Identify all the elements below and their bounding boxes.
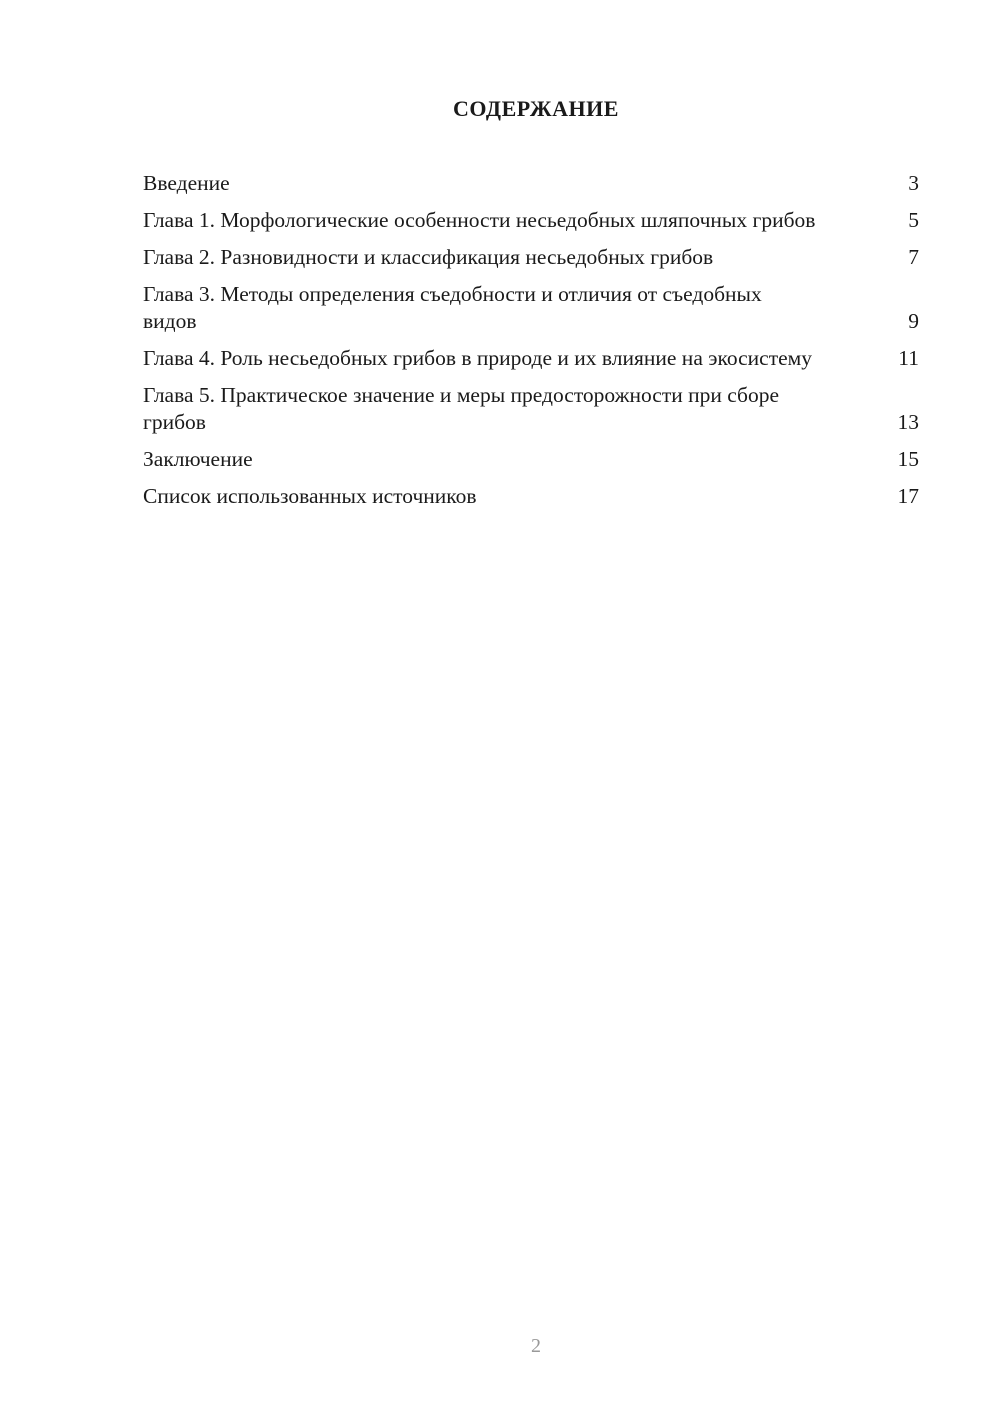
toc-entry-page: 9 bbox=[908, 309, 919, 333]
toc-entry-page: 13 bbox=[897, 410, 919, 434]
toc-entry-page: 3 bbox=[908, 171, 919, 195]
toc-entry-text: Заключение bbox=[143, 447, 253, 471]
toc-entry-text: Глава 1. Морфологические особенности несьедобных шляпочных грибов bbox=[143, 208, 816, 232]
toc-entry-chapter-2 bbox=[143, 244, 919, 271]
page-number: 2 bbox=[531, 1335, 541, 1357]
toc-entry-page: 5 bbox=[908, 208, 919, 232]
toc-entry-references bbox=[143, 483, 919, 510]
toc-entry-chapter-1 bbox=[143, 207, 919, 234]
toc-entry-text: Глава 3. Методы определения съедобности и отличия от съедобных видов bbox=[143, 282, 762, 333]
toc-entry-chapter-5 bbox=[143, 382, 919, 436]
toc-entry-text: Глава 2. Разновидности и классификация несьедобных грибов bbox=[143, 245, 714, 269]
page-title: СОДЕРЖАНИЕ bbox=[453, 96, 619, 121]
toc-entry-chapter-3 bbox=[143, 281, 919, 335]
toc-entry-text: Глава 4. Роль несьедобных грибов в природе и их влияние на экосистему bbox=[143, 346, 812, 370]
toc-entry-conclusion bbox=[143, 446, 919, 473]
toc-entry-introduction bbox=[143, 170, 919, 197]
toc-entry-text: Глава 5. Практическое значение и меры предосторожности при сборе грибов bbox=[143, 383, 780, 434]
toc-entry-text: Список использованных источников bbox=[143, 484, 477, 508]
toc-entry-page: 17 bbox=[897, 484, 919, 508]
toc-entry-page: 15 bbox=[897, 447, 919, 471]
toc-entry-text: Введение bbox=[143, 171, 230, 195]
toc-entry-page: 11 bbox=[898, 346, 919, 370]
table-of-contents bbox=[143, 170, 919, 520]
toc-entry-chapter-4 bbox=[143, 345, 919, 372]
toc-entry-page: 7 bbox=[908, 245, 919, 269]
